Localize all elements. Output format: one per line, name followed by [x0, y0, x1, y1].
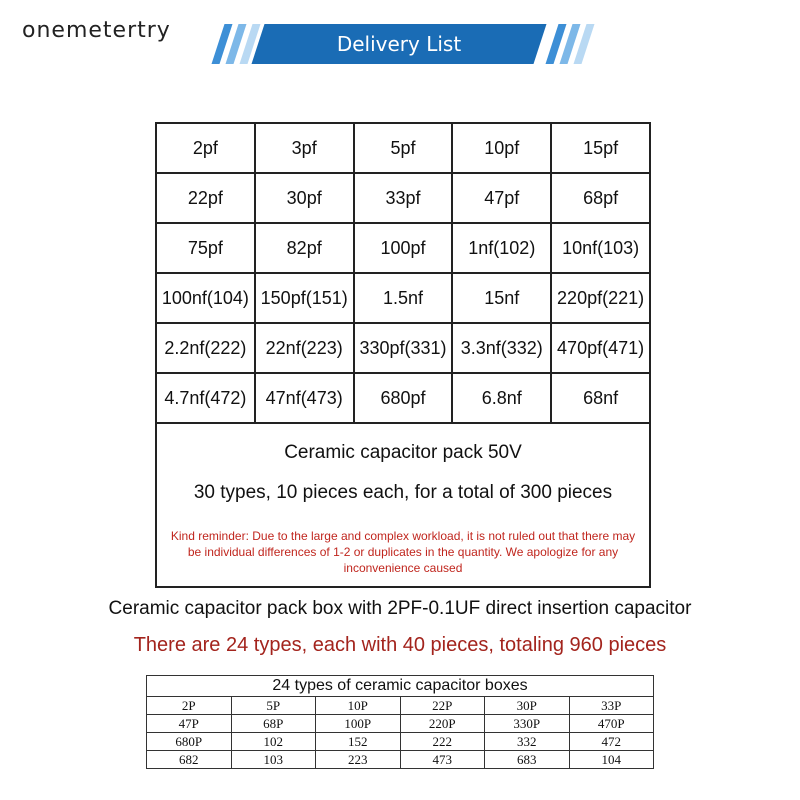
table-cell: 5pf — [354, 123, 453, 173]
table-cell: 1nf(102) — [452, 223, 551, 273]
table-cell: 10pf — [452, 123, 551, 173]
table-cell: 6.8nf — [452, 373, 551, 423]
table-cell: 68nf — [551, 373, 650, 423]
table-cell: 68pf — [551, 173, 650, 223]
table-cell: 15pf — [551, 123, 650, 173]
table-cell: 82pf — [255, 223, 354, 273]
table-cell: 330pf(331) — [354, 323, 453, 373]
table-cell: 22nf(223) — [255, 323, 354, 373]
table-cell: 3.3nf(332) — [452, 323, 551, 373]
capacitor-values-table — [155, 122, 651, 588]
table-cell: 223 — [316, 751, 401, 769]
table-row — [156, 173, 650, 223]
table-cell: 2P — [147, 697, 232, 715]
table-cell: 100nf(104) — [156, 273, 255, 323]
table-cell: 682 — [147, 751, 232, 769]
table-cell: 4.7nf(472) — [156, 373, 255, 423]
table-cell: 332 — [485, 733, 570, 751]
table-cell: 100P — [316, 715, 401, 733]
table-cell: 1.5nf — [354, 273, 453, 323]
table-cell: 33pf — [354, 173, 453, 223]
table-cell: 220pf(221) — [551, 273, 650, 323]
table-cell: 3pf — [255, 123, 354, 173]
table-row — [156, 323, 650, 373]
table-row — [156, 373, 650, 423]
table-row — [147, 715, 654, 733]
table-cell: 473 — [400, 751, 485, 769]
table-cell: 33P — [569, 697, 654, 715]
table-cell: 30pf — [255, 173, 354, 223]
table-cell: 680P — [147, 733, 232, 751]
box-pack-summary: There are 24 types, each with 40 pieces, totaling 960 pieces — [133, 634, 667, 656]
table-cell: 10P — [316, 697, 401, 715]
kind-reminder-note: Kind reminder: Due to the large and complex workload, it is not ruled out that there may be individual differences of 1-2 or duplicates in the quantity. We apologize for any inconvenience caused — [170, 529, 636, 576]
brand-logo: onemetertry — [22, 18, 171, 43]
table-cell: 220P — [400, 715, 485, 733]
pack-summary: 30 types, 10 pieces each, for a total of 300 pieces — [193, 482, 613, 503]
banner-title: Delivery List — [336, 32, 462, 56]
table-cell: 30P — [485, 697, 570, 715]
table-cell: 47pf — [452, 173, 551, 223]
table-row — [147, 751, 654, 769]
table-cell: 222 — [400, 733, 485, 751]
table-cell: 152 — [316, 733, 401, 751]
pack-title: Ceramic capacitor pack 50V — [284, 442, 522, 463]
table-cell: 680pf — [354, 373, 453, 423]
table-cell: 2.2nf(222) — [156, 323, 255, 373]
capacitor-box-table — [146, 675, 654, 769]
table-cell: 47P — [147, 715, 232, 733]
table-row — [156, 223, 650, 273]
box-pack-heading: Ceramic capacitor pack box with 2PF-0.1UF direct insertion capacitor — [108, 598, 692, 619]
table-cell: 68P — [231, 715, 316, 733]
table-cell: 150pf(151) — [255, 273, 354, 323]
table-cell: 330P — [485, 715, 570, 733]
table-cell: 472 — [569, 733, 654, 751]
table-row — [147, 697, 654, 715]
table-row — [156, 273, 650, 323]
table-cell: 470pf(471) — [551, 323, 650, 373]
table-cell: 75pf — [156, 223, 255, 273]
table-cell: 2pf — [156, 123, 255, 173]
table-cell: 683 — [485, 751, 570, 769]
box-table-title: 24 types of ceramic capacitor boxes — [147, 676, 654, 697]
table-cell: 22pf — [156, 173, 255, 223]
table-cell: 470P — [569, 715, 654, 733]
table-row — [156, 123, 650, 173]
table-cell: 100pf — [354, 223, 453, 273]
table-cell: 5P — [231, 697, 316, 715]
table-cell: 102 — [231, 733, 316, 751]
table-cell: 47nf(473) — [255, 373, 354, 423]
table-row — [147, 733, 654, 751]
table-cell: 22P — [400, 697, 485, 715]
table-cell: 103 — [231, 751, 316, 769]
table-cell: 104 — [569, 751, 654, 769]
pack-info-cell — [156, 423, 650, 587]
table-cell: 15nf — [452, 273, 551, 323]
table-cell: 10nf(103) — [551, 223, 650, 273]
